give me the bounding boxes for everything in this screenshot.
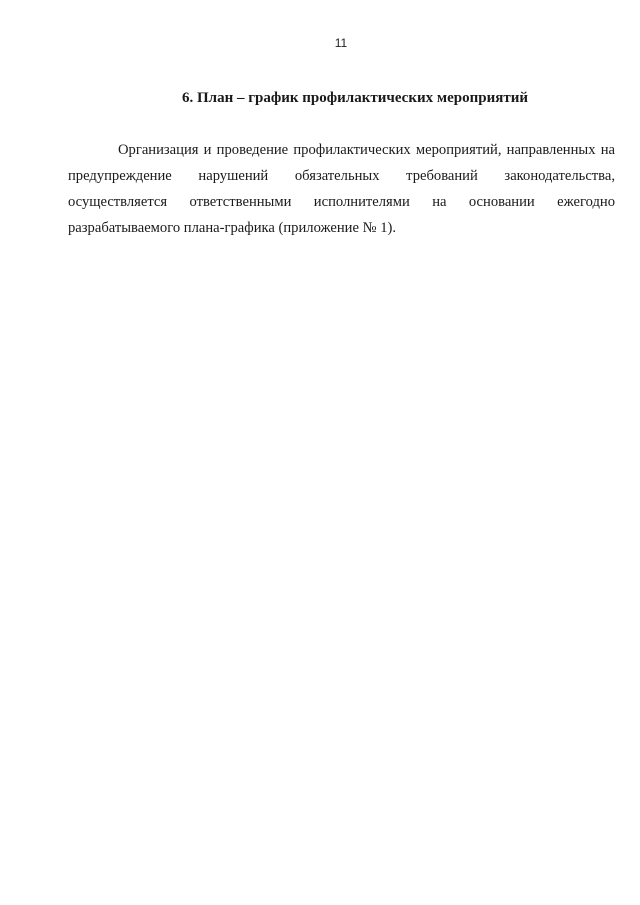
- page-number: 11: [334, 36, 348, 50]
- body-paragraph: [68, 137, 615, 241]
- paragraph-line: Организация и проведение профилактических мероприятий, направленных на: [118, 142, 615, 158]
- paragraph-line: осуществляется ответственными исполнителями на основании ежегодно: [68, 194, 615, 210]
- paragraph-line: разрабатываемого плана-графика (приложение № 1).: [68, 220, 396, 236]
- section-heading: 6. План – график профилактических мероприятий: [182, 90, 528, 106]
- paragraph-line: предупреждение нарушений обязательных требований законодательства,: [68, 168, 615, 184]
